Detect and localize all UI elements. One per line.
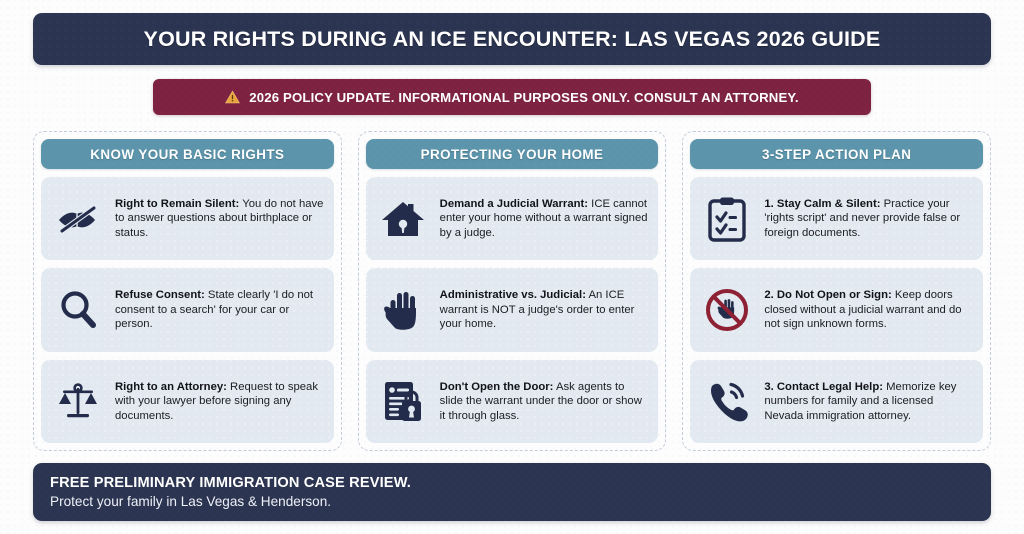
card-lead: Right to an Attorney: [115, 380, 227, 393]
card-do-not-open-or-sign [690, 268, 983, 351]
column-header-action-plan [690, 139, 983, 169]
card-text [115, 288, 324, 331]
card-dont-open-the-door [366, 360, 659, 443]
card-text [764, 288, 973, 331]
page-title: YOUR RIGHTS DURING AN ICE ENCOUNTER: LAS VEGAS 2026 GUIDE [143, 26, 881, 51]
card-list-action-plan [690, 177, 983, 443]
card-body: Memorize key numbers for family and a licensed Nevada immigration attorney. [764, 380, 957, 422]
card-administrative-vs-judicial [366, 268, 659, 351]
card-lead: Refuse Consent: [115, 289, 205, 302]
card-text [115, 380, 324, 423]
document-lock-icon [372, 379, 434, 423]
card-lead: Right to Remain Silent: [115, 198, 240, 211]
column-header-label: PROTECTING YOUR HOME [420, 146, 604, 162]
card-refuse-consent [41, 268, 334, 351]
policy-warning-banner [153, 79, 871, 115]
card-body: State clearly 'I do not consent to a search' for your car or person. [115, 289, 314, 331]
policy-warning-text: 2026 POLICY UPDATE. INFORMATIONAL PURPOSES ONLY. CONSULT AN ATTORNEY. [249, 89, 799, 105]
column-know-your-basic-rights [33, 131, 342, 451]
no-hand-prohibition-icon [696, 287, 758, 333]
card-list-basic-rights [41, 177, 334, 443]
card-text [115, 197, 324, 240]
card-lead: Don't Open the Door: [439, 380, 554, 393]
card-body: Keep doors closed without a judicial warrant and do not sign unknown forms. [764, 289, 962, 331]
column-3-step-action-plan [682, 131, 991, 451]
card-lead: Demand a Judicial Warrant: [439, 198, 589, 211]
card-body: An ICE warrant is NOT a judge's order to enter your home. [439, 289, 635, 331]
footer-headline: FREE PRELIMINARY IMMIGRATION CASE REVIEW. [50, 475, 412, 491]
card-contact-legal-help [690, 360, 983, 443]
card-lead: Administrative vs. Judicial: [439, 289, 586, 302]
card-lead: 1. Stay Calm & Silent: [764, 198, 881, 211]
card-lead: 3. Contact Legal Help: [764, 380, 883, 393]
footer-subtext: Protect your family in Las Vegas & Henderson. [50, 494, 332, 509]
column-header-label: 3-STEP ACTION PLAN [761, 146, 912, 162]
column-header-protecting-home [366, 139, 659, 169]
lips-silenced-icon [47, 200, 109, 238]
card-body: Practice your 'rights script' and never provide false or foreign documents. [764, 198, 961, 239]
card-stay-calm-and-silent [690, 177, 983, 260]
card-list-protecting-home [366, 177, 659, 443]
card-text [440, 380, 649, 423]
rights-columns [33, 131, 991, 451]
card-body: ICE cannot enter your home without a warrant signed by a judge. [439, 198, 648, 239]
footer-cta-bar [33, 463, 991, 521]
phone-ringing-icon [696, 379, 758, 423]
column-protecting-your-home [358, 131, 667, 451]
scales-of-justice-icon [47, 380, 109, 422]
clipboard-checklist-icon [696, 196, 758, 242]
card-right-to-attorney [41, 360, 334, 443]
card-body: You do not have to answer questions about birthplace or status. [115, 198, 324, 239]
open-hand-stop-icon [372, 288, 434, 332]
card-body: Ask agents to slide the warrant under the door or show it through glass. [439, 380, 642, 422]
column-header-label: KNOW YOUR BASIC RIGHTS [90, 146, 285, 162]
card-body: Request to speak with your lawyer before signing any documents. [115, 380, 318, 422]
card-text [764, 197, 973, 240]
page-title-bar [33, 13, 991, 65]
house-keyhole-icon [372, 198, 434, 240]
card-lead: 2. Do Not Open or Sign: [764, 289, 892, 302]
card-demand-judicial-warrant [366, 177, 659, 260]
warning-triangle-icon [225, 90, 240, 104]
card-text [440, 197, 649, 240]
card-text [764, 380, 973, 423]
column-header-basic-rights [41, 139, 334, 169]
card-right-to-remain-silent [41, 177, 334, 260]
card-text [440, 288, 649, 331]
magnifying-glass-icon [47, 289, 109, 331]
